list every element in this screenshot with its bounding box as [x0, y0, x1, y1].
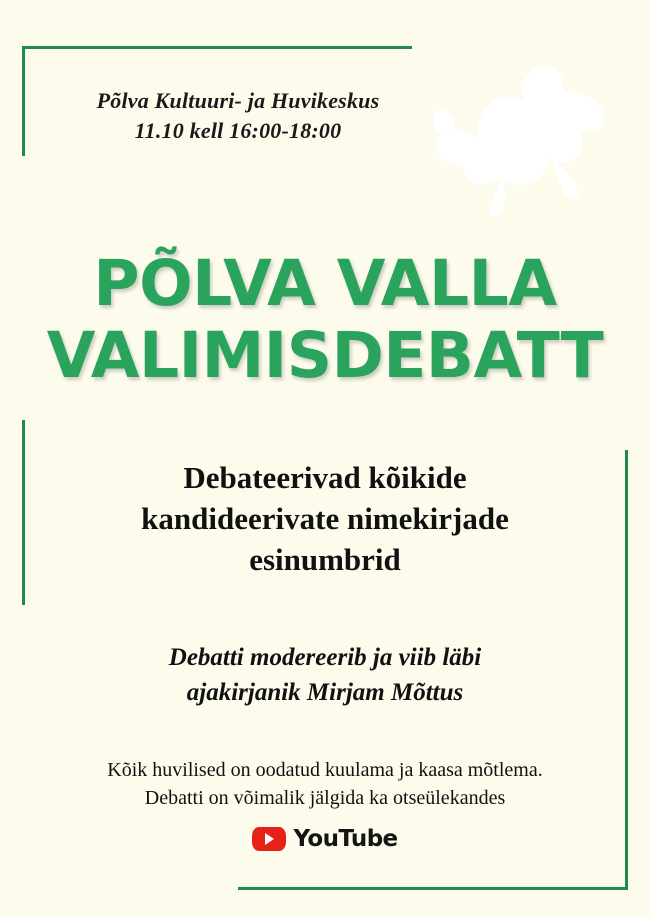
title-line-1: PÕLVA VALLA	[93, 247, 557, 320]
youtube-badge[interactable]	[252, 826, 397, 852]
youtube-badge-wrap	[0, 826, 650, 852]
footer-note	[20, 756, 630, 812]
venue-text: Põlva Kultuuri- ja Huvikeskus	[96, 88, 380, 113]
youtube-play-icon	[252, 827, 286, 851]
bird-icon	[432, 60, 612, 220]
subtitle-line-1: Debateerivad kõikide	[183, 460, 467, 495]
decorative-border-right	[625, 450, 628, 890]
footer-line-2: Debatti on võimalik jälgida ka otseülekandes	[144, 787, 506, 809]
decorative-border-left-upper	[22, 46, 25, 156]
moderator-line-2: ajakirjanik Mirjam Mõttus	[186, 679, 464, 706]
poster-subtitle	[30, 458, 620, 581]
moderator-line-1: Debatti modereerib ja viib läbi	[168, 644, 482, 671]
footer-line-1: Kõik huvilised on oodatud kuulama ja kaasa mõtlema.	[107, 759, 543, 781]
poster-header	[28, 86, 448, 147]
moderator-note	[40, 640, 610, 710]
decorative-border-bottom	[238, 887, 628, 890]
decorative-border-left-lower	[22, 420, 25, 605]
datetime-text: 11.10 kell 16:00-18:00	[134, 118, 342, 144]
decorative-border-top	[22, 46, 412, 49]
subtitle-line-2: kandideerivate nimekirjade	[141, 500, 509, 536]
subtitle-line-3: esinumbrid	[249, 541, 401, 577]
poster-title	[0, 248, 650, 392]
youtube-label: YouTube	[293, 826, 398, 852]
title-line-2: VALIMISDEBATT	[46, 318, 604, 392]
